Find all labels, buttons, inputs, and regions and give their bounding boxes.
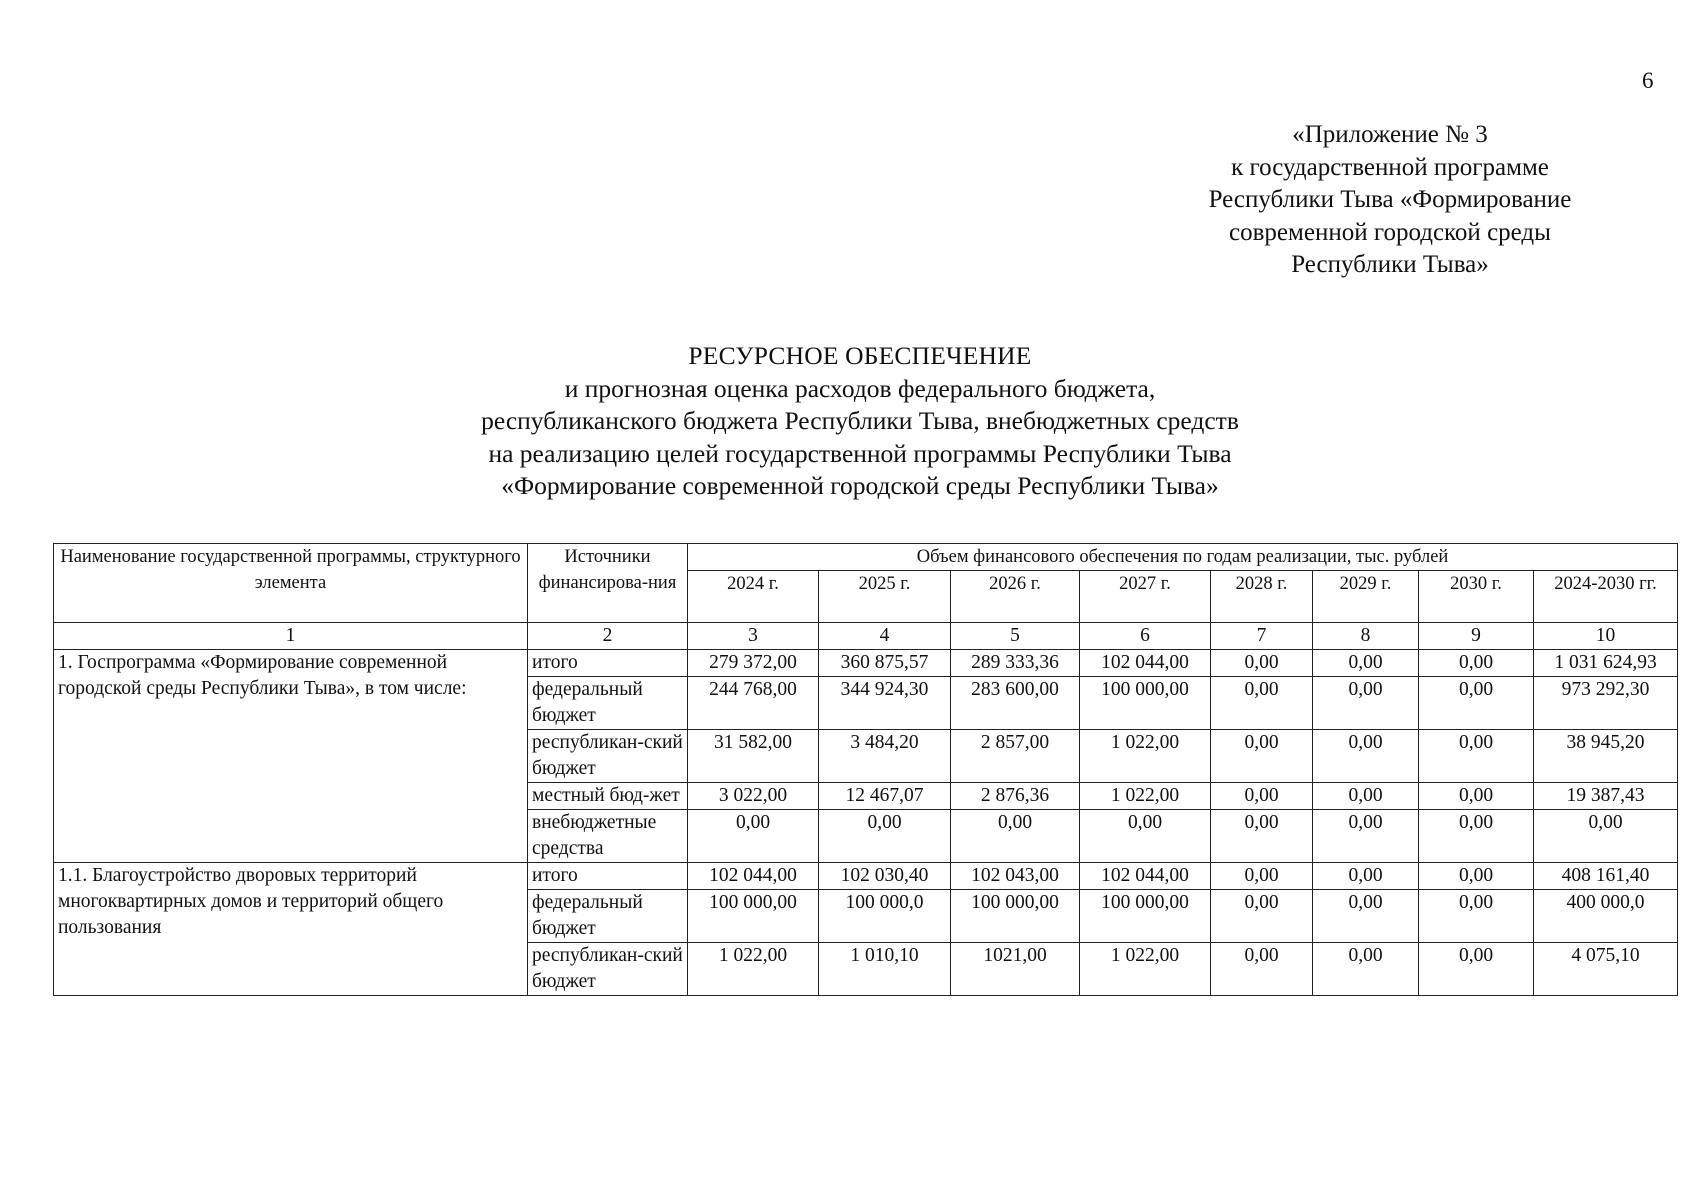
- column-number: 6: [1080, 623, 1211, 650]
- column-number: 10: [1534, 623, 1678, 650]
- value-cell: 2 876,36: [951, 783, 1080, 810]
- value-cell: 12 467,07: [819, 783, 951, 810]
- value-cell: 2 857,00: [951, 730, 1080, 783]
- value-cell: 0,00: [1080, 810, 1211, 863]
- value-cell: 1021,00: [951, 943, 1080, 996]
- column-number: 4: [819, 623, 951, 650]
- value-cell: 0,00: [1313, 650, 1419, 677]
- column-number: 1: [54, 623, 528, 650]
- value-cell: 1 022,00: [1080, 730, 1211, 783]
- value-cell: 0,00: [1313, 783, 1419, 810]
- value-cell: 973 292,30: [1534, 677, 1678, 730]
- value-cell: 100 000,00: [1080, 677, 1211, 730]
- column-number-row: [54, 623, 1678, 650]
- title-line: и прогнозная оценка расходов федерального бюджета,: [564, 373, 1156, 403]
- value-cell: 102 044,00: [1080, 863, 1211, 890]
- value-cell: 1 031 624,93: [1534, 650, 1678, 677]
- value-cell: 31 582,00: [688, 730, 819, 783]
- column-number: 2: [528, 623, 688, 650]
- header-year: 2025 г.: [819, 571, 951, 623]
- page-number: 6: [1642, 68, 1654, 93]
- value-cell: 0,00: [1313, 677, 1419, 730]
- structural-element-name: 1.1. Благоустройство дворовых территорий многоквартирных домов и территорий общего пользования: [54, 863, 528, 996]
- value-cell: 408 161,40: [1534, 863, 1678, 890]
- header-source: Источники финансирова-ния: [528, 544, 688, 623]
- value-cell: 344 924,30: [819, 677, 951, 730]
- value-cell: 102 044,00: [688, 863, 819, 890]
- value-cell: 102 030,40: [819, 863, 951, 890]
- title-line: на реализацию целей государственной программы Республики Тыва: [488, 438, 1232, 468]
- value-cell: 0,00: [1211, 890, 1313, 943]
- header-year: 2029 г.: [1313, 571, 1419, 623]
- value-cell: 0,00: [1211, 677, 1313, 730]
- value-cell: 3 022,00: [688, 783, 819, 810]
- value-cell: 38 945,20: [1534, 730, 1678, 783]
- header-year: 2027 г.: [1080, 571, 1211, 623]
- value-cell: 0,00: [1211, 863, 1313, 890]
- value-cell: 1 022,00: [1080, 943, 1211, 996]
- value-cell: 19 387,43: [1534, 783, 1678, 810]
- value-cell: 0,00: [1419, 943, 1534, 996]
- value-cell: 0,00: [1419, 863, 1534, 890]
- table-row: [54, 863, 1678, 890]
- value-cell: 1 022,00: [688, 943, 819, 996]
- value-cell: 0,00: [1419, 730, 1534, 783]
- table-row: [54, 650, 1678, 677]
- value-cell: 0,00: [1211, 730, 1313, 783]
- appendix-line: Республики Тыва»: [1291, 251, 1489, 278]
- value-cell: 102 043,00: [951, 863, 1080, 890]
- value-cell: 0,00: [1313, 810, 1419, 863]
- appendix-line: современной городской среды: [1229, 218, 1551, 246]
- funding-source: итого: [528, 650, 688, 677]
- value-cell: 279 372,00: [688, 650, 819, 677]
- value-cell: 283 600,00: [951, 677, 1080, 730]
- value-cell: 0,00: [1211, 650, 1313, 677]
- value-cell: 100 000,00: [951, 890, 1080, 943]
- appendix-line: к государственной программе: [1231, 153, 1549, 181]
- header-year: 2024 г.: [688, 571, 819, 623]
- value-cell: 0,00: [1419, 810, 1534, 863]
- funding-source: федеральный бюджет: [528, 677, 688, 730]
- title-line: «Формирование современной городской среды Республики Тыва»: [501, 471, 1219, 500]
- header-year: 2024-2030 гг.: [1534, 571, 1678, 623]
- value-cell: 0,00: [1313, 863, 1419, 890]
- funding-source: федеральный бюджет: [528, 890, 688, 943]
- resource-table: [53, 543, 1678, 996]
- value-cell: 4 075,10: [1534, 943, 1678, 996]
- value-cell: 100 000,0: [819, 890, 951, 943]
- value-cell: 1 022,00: [1080, 783, 1211, 810]
- value-cell: 0,00: [1534, 810, 1678, 863]
- value-cell: 0,00: [688, 810, 819, 863]
- column-number: 3: [688, 623, 819, 650]
- value-cell: 0,00: [951, 810, 1080, 863]
- header-year: 2030 г.: [1419, 571, 1534, 623]
- value-cell: 0,00: [1313, 943, 1419, 996]
- document-title: [250, 340, 1470, 503]
- value-cell: 0,00: [1211, 810, 1313, 863]
- value-cell: 0,00: [1419, 890, 1534, 943]
- value-cell: 0,00: [1211, 943, 1313, 996]
- value-cell: 360 875,57: [819, 650, 951, 677]
- value-cell: 0,00: [819, 810, 951, 863]
- appendix-line: «Приложение № 3: [1292, 121, 1488, 148]
- column-number: 9: [1419, 623, 1534, 650]
- value-cell: 102 044,00: [1080, 650, 1211, 677]
- value-cell: 100 000,00: [1080, 890, 1211, 943]
- header-year: 2026 г.: [951, 571, 1080, 623]
- value-cell: 100 000,00: [688, 890, 819, 943]
- funding-source: внебюджетные средства: [528, 810, 688, 863]
- funding-source: итого: [528, 863, 688, 890]
- value-cell: 0,00: [1419, 677, 1534, 730]
- value-cell: 3 484,20: [819, 730, 951, 783]
- funding-source: республикан-ский бюджет: [528, 943, 688, 996]
- title-line: республиканского бюджета Республики Тыва, внебюджетных средств: [481, 406, 1239, 435]
- header-volume: Объем финансового обеспечения по годам реализации, тыс. рублей: [688, 544, 1678, 571]
- header-name: Наименование государственной программы, структурного элемента: [54, 544, 528, 623]
- header-year: 2028 г.: [1211, 571, 1313, 623]
- value-cell: 1 010,10: [819, 943, 951, 996]
- program-name: 1. Госпрограмма «Формирование современной городской среды Республики Тыва», в том числе:: [54, 650, 528, 863]
- appendix-line: Республики Тыва «Формирование: [1208, 186, 1572, 213]
- funding-source: местный бюд-жет: [528, 783, 688, 810]
- title-main: РЕСУРСНОЕ ОБЕСПЕЧЕНИЕ: [688, 341, 1032, 370]
- value-cell: 0,00: [1419, 783, 1534, 810]
- value-cell: 0,00: [1211, 783, 1313, 810]
- column-number: 8: [1313, 623, 1419, 650]
- value-cell: 0,00: [1313, 730, 1419, 783]
- appendix-note: [1180, 119, 1600, 282]
- column-number: 5: [951, 623, 1080, 650]
- value-cell: 0,00: [1313, 890, 1419, 943]
- value-cell: 0,00: [1419, 650, 1534, 677]
- funding-source: республикан-ский бюджет: [528, 730, 688, 783]
- column-number: 7: [1211, 623, 1313, 650]
- value-cell: 244 768,00: [688, 677, 819, 730]
- value-cell: 400 000,0: [1534, 890, 1678, 943]
- value-cell: 289 333,36: [951, 650, 1080, 677]
